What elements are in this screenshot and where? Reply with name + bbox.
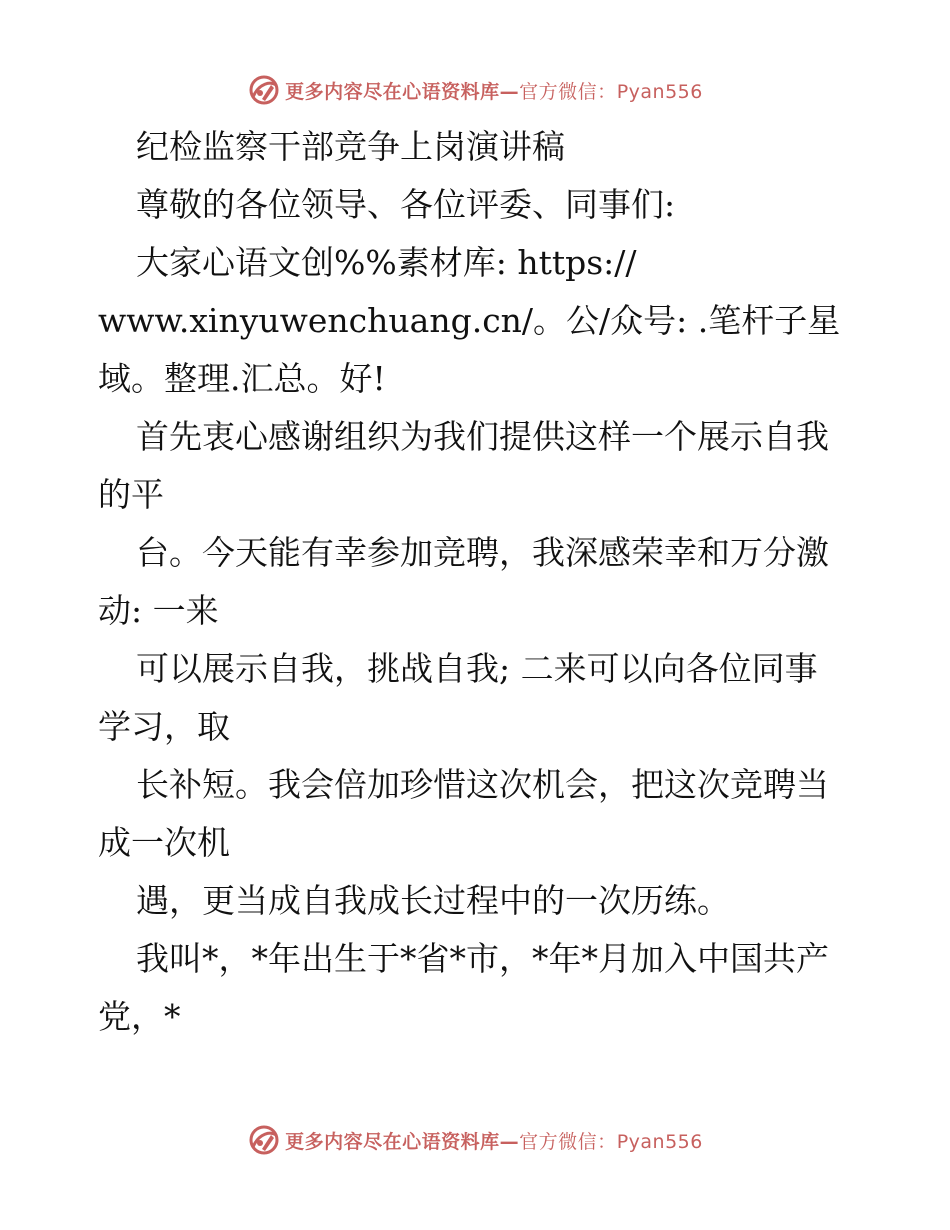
banner-title: 更多内容尽在心语资料库 (285, 1130, 500, 1153)
greeting-line: 尊敬的各位领导、各位评委、同事们: (136, 185, 676, 224)
text-line: 可以展示自我，挑战自我; 二来可以向各位同事 (136, 649, 818, 688)
banner-title: 更多内容尽在心语资料库 (285, 80, 500, 103)
text-line: 我叫*，*年出生于*省*市，*年*月加入中国共产 (136, 939, 829, 978)
banner-wechat-label: 官方微信： (519, 80, 617, 103)
text-line: 长补短。我会倍加珍惜这次机会，把这次竞聘当 (136, 765, 829, 804)
banner-wechat-label: 官方微信： (519, 1130, 617, 1153)
document-title: 纪检监察干部竞争上岗演讲稿 (136, 127, 565, 166)
text-line: 大家心语文创%%素材库: https:// (136, 243, 637, 282)
banner-dash: — (499, 80, 520, 103)
text-line: 域。整理.汇总。好! (98, 359, 386, 398)
text-line: 台。今天能有幸参加竞聘，我深感荣幸和万分激 (136, 533, 829, 572)
pen-swirl-logo-icon (247, 73, 281, 107)
footer-banner (0, 1122, 950, 1158)
text-line: 动: 一来 (98, 591, 219, 630)
text-line: 成一次机 (98, 823, 230, 862)
text-line: 党，* (98, 997, 181, 1036)
text-line: 首先衷心感谢组织为我们提供这样一个展示自我 (136, 417, 829, 456)
text-line: 的平 (98, 475, 164, 514)
text-line: 学习，取 (98, 707, 230, 746)
banner-wechat-id: Pyan556 (616, 1130, 703, 1153)
banner-dash: — (499, 1130, 520, 1153)
document-body (98, 124, 858, 1052)
text-line: 遇，更当成自我成长过程中的一次历练。 (136, 881, 730, 920)
pen-swirl-logo-icon (247, 1123, 281, 1157)
header-banner (0, 72, 950, 108)
text-line: www.xinyuwenchuang.cn/。公/众号: .笔杆子星 (98, 301, 841, 340)
banner-wechat-id: Pyan556 (616, 80, 703, 103)
